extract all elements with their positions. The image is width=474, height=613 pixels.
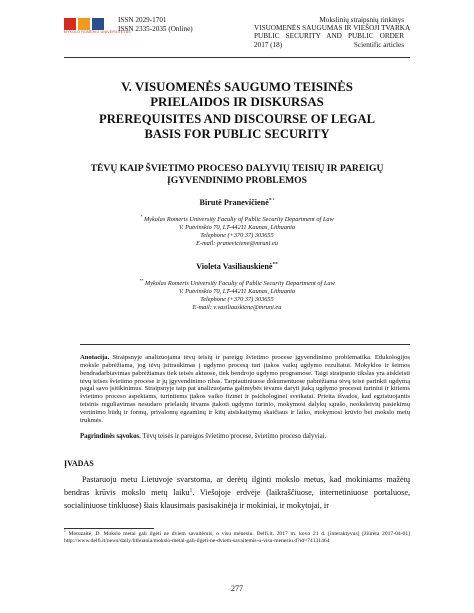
author-marker: * ¹ [268,197,275,204]
keywords [80,433,410,441]
journal-line [254,41,404,49]
footnote-marker: 1 [64,529,66,534]
affiliation-org: Mykolas Romeris University Faculty of Public Security Department of Law [143,216,334,223]
author-name-text: Violeta Vasiliauskienė [196,262,273,271]
journal-line: VISUOMENĖS SAUGUMAS IR VIEŠOJI TVARKA [254,24,411,33]
affiliation-marker: ** [139,277,144,283]
article-title [64,163,410,186]
logo-orange-block [78,18,90,30]
footnote-ref[interactable]: 1 [189,487,193,494]
section-title-en-line1: PREREQUISITES AND DISCOURSE OF LEGAL [99,112,375,126]
affiliation-phone: Telephone (+370 37) 303655 [200,296,274,303]
abstract [80,354,410,425]
abstract-rule [80,344,410,345]
abstract-label: Anotacija. [80,354,110,361]
affiliation-marker: * [140,213,143,219]
author-name-text: Birutė Pranevičienė [199,198,269,207]
header-rule [64,57,410,58]
journal-info [254,16,411,49]
issn-block [118,16,193,34]
abstract-text: Straipsnyje analizuojama tėvų teisių ir pareigų švietimo procese įgyvendinimo problematika. Edukologijos moksle pabrėžiama, jog tėvų įsitraukimas į ugdymo procesą turi įtakos vaikų ugdymo rezultatui. Mokyklos ir šeimos bendradarbiavimas pabrėžiamas tiek teisės aktuose, tiek bendrojo ugdymo programose. Taigi straipsnio tikslas yra atskleisti tėvų teises švietimo procese ir jų įgyvendinimo ribas. Tarptautiniuose dokumentuose pabrėžiama tėvų teisė parinkti ugdymą pagal savo įsitikinimus. Straipsnyje taip pat analizuojama galimybės tėvams daryti įtaką ugdymo procesui turiniui ir kitiems švietimo proceso aspektams, turintiems įtakos vaiko fizinei ir psichologinei sveikatai. Prieita išvados, kad egzistuojantis teisinis reguliavimas nesudaro prielaidų tėvams įtakoti ugdymo turinio, mokymosi dalykų sąrašo, neoksleivių pasiekimų vertinimo būdų ir formų, privalomų egzaminų ir kitų atsiskaitymų skaičiaus ir laiko, mokymosi krūvio bei mokslo metų trukmės. [80,354,410,424]
affiliation-email: E-mail: praneviciene@mruni.eu [196,240,278,247]
affiliation-org: Mykolas Romeris University Faculty of Public Security Department of Law [144,280,335,287]
section-title-en [64,112,410,142]
journal-type: Scientific articles [353,40,404,49]
logo-text: MYKOLO ROMERIO UNIVERSITETAS [64,30,131,34]
publisher-logo [64,18,131,36]
intro-text-part1: Pastaruoju metu Lietuvoje svarstoma, ar derėtų ilginti mokslo metus, kad mokiniams mažėtų bendras krūvis mokslo metų laiku [64,475,410,497]
footnote-text: Motuzaitė, D. Mokslo metai gali ilgėti ne dviem savaitėmis, o visu mėnesiu. Delfi.lt. 2017 m. kovo 21 d. [interaktyvus] [žiūrėta 2017-04-01] http://www.delfi.lt/news/daily/lithuania/mokslo-metai-gali-ilgeti-ne-dviem-savaitemis-o-visu-menesiu.d?id=74131464 [64,531,410,545]
keywords-label: Pagrindinės sąvokos. [80,433,141,440]
issn-print: ISSN 2029-1701 [118,16,167,24]
logo-blue-block [92,18,104,30]
page-number: 277 [231,584,243,593]
logo-red-block [64,18,76,30]
affiliation-line [64,213,410,224]
affiliation-email: E-mail: v.vasiliauskiene@mruni.eu [192,304,282,311]
article-title-line2: ĮGYVENDINIMO PROBLEMOS [167,174,307,186]
affiliation-address: V. Putvinskio 70, LT-44211 Kaunas, Lithuania [178,224,296,231]
journal-line: PUBLIC SECURITY AND PUBLIC ORDER [254,32,404,41]
affiliation-address: V. Putvinskio 70, LT-44211 Kaunas, Lithuania [178,288,296,295]
affiliation-phone: Telephone (+370 37) 303655 [200,232,274,239]
article-title-line1: TĖVŲ KAIP ŠVIETIMO PROCESO DALYVIŲ TEISIŲ IR PAREIGŲ [90,163,384,174]
footnote-rule [64,528,154,529]
section-heading: ĮVADAS [64,459,94,468]
affiliation-line [64,277,410,288]
section-title-lt [64,80,410,110]
intro-paragraph [64,474,410,512]
section-title-lt-line2: PRIELAIDOS IR DISKURSAS [150,95,324,109]
author-affiliation [64,213,410,248]
body-paragraph [64,474,410,512]
keywords-text: Tėvų teisės ir pareigos švietimo procese, švietimo proceso dalyviai. [142,433,327,440]
section-title-lt-line1: V. VISUOMENĖS SAUGUMO TEISINĖS [121,80,353,94]
section-title-en-line2: BASIS FOR PUBLIC SECURITY [144,127,330,141]
author-marker: ** [272,261,278,268]
journal-line: Mokslinių straipsnių rinkinys [319,16,404,24]
author-name [64,198,410,207]
author-name [64,262,410,271]
intro-text-part2: . Viešojoje erdvėje (laikraščiuose, internetiniuose portaluose, socialiniuose tinkluose) šiais klausimais pasisakinėja ir mokiniai, ir mokytojai, ir [64,487,410,510]
journal-year: 2017 (18) [254,40,283,49]
issn-online: ISSN 2335-2035 (Online) [118,25,193,33]
author-affiliation [64,277,410,312]
footnote [64,531,410,546]
